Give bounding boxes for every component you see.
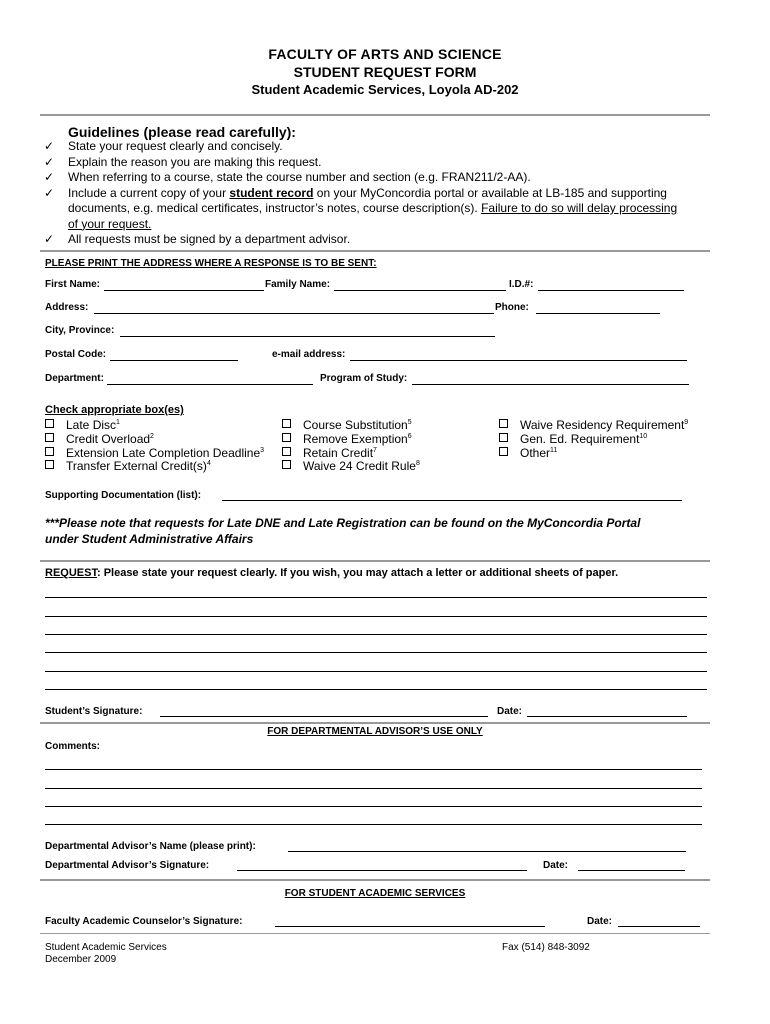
checkbox-gen-ed[interactable]: Gen. Ed. Requirement$^{10}$ (499, 432, 647, 446)
checkmark-icon: ✓ (44, 185, 55, 200)
sas-heading: FOR STUDENT ACADEMIC SERVICES (284, 888, 466, 899)
family-name-label: Family Name: (265, 279, 331, 290)
checkbox-heading: Check appropriate box(es) (45, 404, 184, 416)
department-label: Department: (45, 373, 104, 384)
checkbox-extension-deadline[interactable]: Extension Late Completion Deadline$^3$ (45, 446, 264, 460)
department-field[interactable] (107, 384, 313, 385)
request-line[interactable] (45, 671, 707, 672)
advisor-date-field[interactable] (578, 870, 685, 871)
list-item: ✓ When referring to a course, state the course number and section (e.g. FRAN211/2-AA). (44, 170, 531, 184)
checkbox-course-substitution[interactable]: Course Substitution$^5$ (282, 418, 412, 432)
divider (40, 933, 710, 934)
checkbox-icon[interactable] (282, 460, 291, 469)
student-record-text: student record (229, 185, 314, 200)
request-line[interactable] (45, 652, 707, 653)
address-label: Address: (45, 302, 89, 313)
checkbox-icon[interactable] (45, 447, 54, 456)
comments-label: Comments: (45, 741, 101, 752)
student-date-label: Date: (497, 706, 523, 717)
checkbox-icon[interactable] (499, 433, 508, 442)
list-item: ✓ All requests must be signed by a department advisor. (44, 232, 351, 246)
advisor-name-field[interactable] (288, 851, 686, 852)
comment-line[interactable] (45, 788, 702, 789)
checkbox-icon[interactable] (282, 419, 291, 428)
request-line[interactable] (45, 689, 707, 690)
checkbox-icon[interactable] (282, 447, 291, 456)
advisor-signature-label: Departmental Advisor’s Signature: (45, 860, 210, 871)
postal-field[interactable] (110, 360, 238, 361)
city-label: City, Province: (45, 325, 115, 336)
advisor-name-label: Departmental Advisor’s Name (please print): (45, 841, 256, 852)
checkbox-late-disc[interactable]: Late Disc$^1$ (45, 418, 120, 432)
program-field[interactable] (412, 384, 689, 385)
portal-note-line2: under Student Administrative Affairs (45, 532, 254, 546)
list-item: ✓ Explain the reason you are making this request. (44, 154, 322, 169)
portal-note: ***Please note that requests for Late DNE and Late Registration can be found on the MyConcordia Portal (45, 516, 641, 530)
divider (40, 722, 710, 724)
student-signature-field[interactable] (160, 716, 488, 717)
advisor-date-label: Date: (543, 860, 569, 871)
comment-line[interactable] (45, 824, 702, 825)
comment-line[interactable] (45, 769, 702, 770)
counselor-date-label: Date: (587, 916, 613, 927)
checkbox-icon[interactable] (499, 447, 508, 456)
first-name-field[interactable] (104, 290, 264, 291)
checkbox-icon[interactable] (45, 460, 54, 469)
advisor-signature-field[interactable] (237, 870, 527, 871)
checkmark-icon: ✓ (44, 232, 55, 246)
checkbox-waive-24-credit[interactable]: Waive 24 Credit Rule$^8$ (282, 459, 420, 473)
checkbox-credit-overload[interactable]: Credit Overload$^2$ (45, 432, 154, 446)
form-title: FACULTY OF ARTS AND SCIENCE (268, 46, 502, 62)
student-date-field[interactable] (527, 716, 687, 717)
checkbox-other[interactable]: Other$^{11}$ (499, 446, 557, 460)
address-heading: PLEASE PRINT THE ADDRESS WHERE A RESPONSE IS TO BE SENT: (45, 258, 377, 269)
checkbox-icon[interactable] (499, 419, 508, 428)
email-label: e-mail address: (272, 349, 346, 360)
delay-warning: Failure to do so will delay processing of your request. (68, 201, 678, 231)
id-field[interactable] (538, 290, 684, 291)
advisor-heading: FOR DEPARTMENTAL ADVISOR’S USE ONLY (267, 726, 483, 737)
footer-fax: Fax (514) 848-3092 (502, 942, 590, 953)
first-name-label: First Name: (45, 279, 101, 290)
checkbox-transfer-credits[interactable]: Transfer External $Credit(s)^4$ (45, 459, 211, 473)
divider (40, 879, 710, 881)
office-location: Student Academic Services, Loyola AD-202 (251, 82, 519, 97)
phone-field[interactable] (536, 313, 660, 314)
counselor-date-field[interactable] (618, 926, 700, 927)
program-label: Program of Study: (320, 373, 408, 384)
postal-label: Postal Code: (45, 349, 107, 360)
footer-office: Student Academic Services (45, 942, 167, 953)
id-label: I.D.#: (509, 279, 534, 290)
divider (40, 560, 710, 562)
supporting-docs-label: Supporting Documentation (list): (45, 490, 202, 501)
request-line[interactable] (45, 634, 707, 635)
family-name-field[interactable] (334, 290, 506, 291)
supporting-docs-field[interactable] (222, 500, 682, 501)
divider (40, 114, 710, 116)
email-field[interactable] (350, 360, 687, 361)
request-line[interactable] (45, 616, 707, 617)
footer-date: December 2009 (45, 954, 117, 965)
city-field[interactable] (120, 336, 495, 337)
request-line[interactable] (45, 597, 707, 598)
checkmark-icon: ✓ (44, 170, 55, 184)
guidelines-list (44, 139, 684, 248)
checkbox-remove-exemption[interactable]: Remove Exemption$^6$ (282, 432, 412, 446)
list-item: ✓ Include a current copy of your student record on your MyConcordia portal or available at LB-185 and supporting documents, e.g. medical certificates, instructor’s notes, course description(s). Failure to do so will delay processing of your request. (44, 185, 678, 231)
divider (40, 250, 710, 252)
checkbox-icon[interactable] (282, 433, 291, 442)
guidelines-heading: Guidelines (please read carefully): (68, 124, 296, 140)
address-field[interactable] (94, 313, 494, 314)
checkbox-icon[interactable] (45, 419, 54, 428)
checkbox-icon[interactable] (45, 433, 54, 442)
student-signature-label: Student’s Signature: (45, 706, 143, 717)
comment-line[interactable] (45, 806, 702, 807)
counselor-signature-field[interactable] (275, 926, 545, 927)
form-subtitle: STUDENT REQUEST FORM (293, 64, 477, 80)
checkmark-icon: ✓ (44, 154, 55, 169)
counselor-signature-label: Faculty Academic Counselor’s Signature: (45, 916, 243, 927)
request-heading: REQUEST: Please state your request clearly. If you wish, you may attach a letter or additional sheets of paper. (45, 567, 619, 579)
phone-label: Phone: (495, 302, 529, 313)
checkmark-icon: ✓ (44, 139, 55, 153)
checkbox-retain-credit[interactable]: Retain Credit$^7$ (282, 446, 377, 460)
checkbox-waive-residency[interactable]: Waive Residency Requirement$^9$ (499, 418, 688, 432)
list-item: ✓ State your request clearly and concisely. (44, 139, 283, 153)
